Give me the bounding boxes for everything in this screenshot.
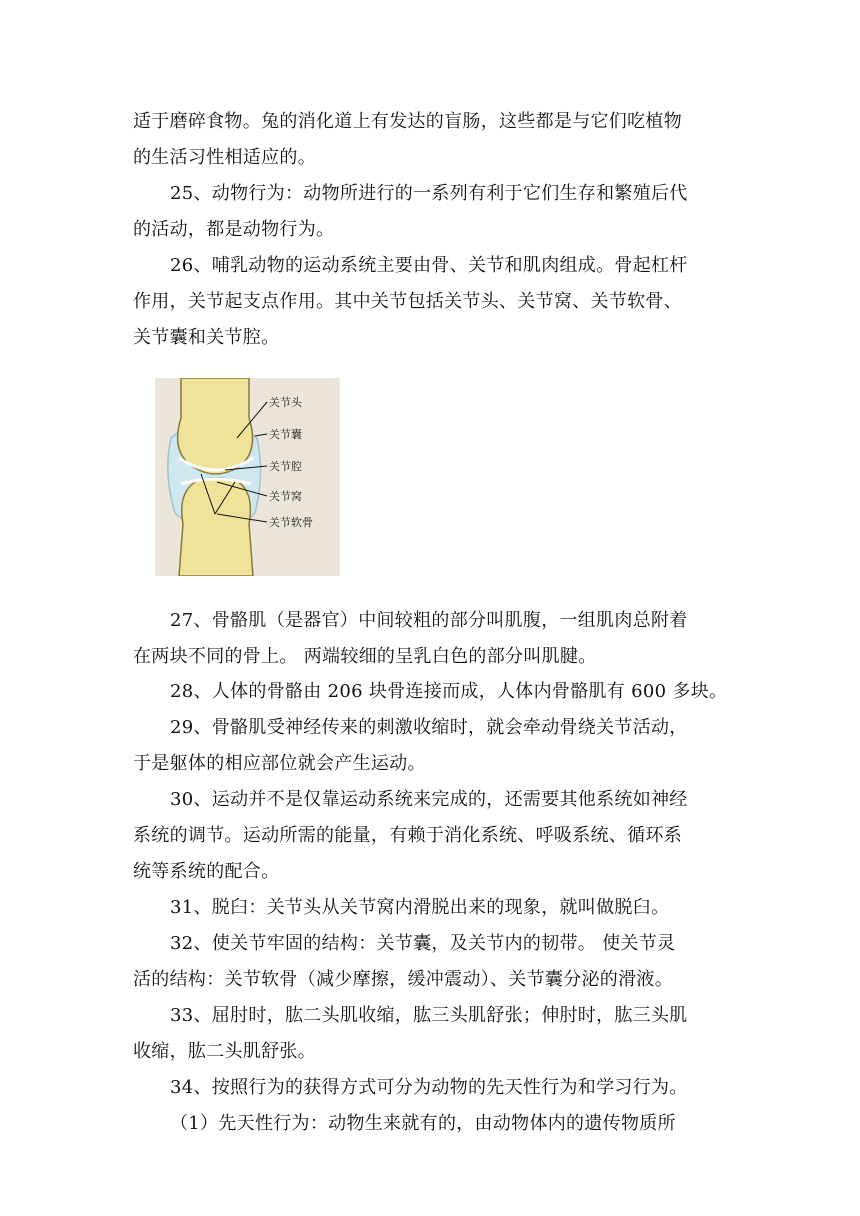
- label-joint-socket: 关节窝: [269, 490, 302, 503]
- lower-bone: [179, 478, 253, 576]
- label-joint-capsule: 关节囊: [269, 428, 302, 441]
- text-line: 27、骨骼肌（是器官）中间较粗的部分叫肌腹，一组肌肉总附着: [170, 610, 688, 631]
- text-line: 适于磨碎食物。兔的消化道上有发达的盲肠，这些都是与它们吃植物: [133, 111, 682, 132]
- label-joint-cavity: 关节腔: [269, 460, 302, 473]
- text-line: 28、人体的骨骼由 206 块骨连接而成，人体内骨骼肌有 600 多块。: [170, 681, 728, 702]
- text-line: 系统的调节。运动所需的能量，有赖于消化系统、呼吸系统、循环系: [133, 825, 682, 846]
- text-line: 32、使关节牢固的结构：关节囊，及关节内的韧带。 使关节灵: [170, 933, 676, 954]
- upper-bone: [178, 378, 253, 474]
- text-line: 34、按照行为的获得方式可分为动物的先天性行为和学习行为。: [170, 1077, 688, 1098]
- joint-structure-diagram: [155, 378, 340, 576]
- text-line: （1）先天性行为：动物生来就有的，由动物体内的遗传物质所: [170, 1113, 676, 1134]
- text-line: 活的结构：关节软骨（减少摩擦，缓冲震动）、关节囊分泌的滑液。: [133, 969, 673, 990]
- text-line: 收缩，肱二头肌舒张。: [133, 1041, 316, 1062]
- text-line: 在两块不同的骨上。 两端较细的呈乳白色的部分叫肌腱。: [133, 646, 597, 667]
- text-line: 26、哺乳动物的运动系统主要由骨、关节和肌肉组成。骨起杠杆: [170, 255, 688, 276]
- text-line: 30、运动并不是仅靠运动系统来完成的，还需要其他系统如神经: [170, 789, 688, 810]
- text-line: 的活动，都是动物行为。: [133, 219, 335, 240]
- text-line: 的生活习性相适应的。: [133, 147, 316, 168]
- text-line: 于是躯体的相应部位就会产生运动。: [133, 753, 426, 774]
- text-line: 29、骨骼肌受神经传来的刺激收缩时，就会牵动骨绕关节活动，: [170, 717, 688, 738]
- text-line: 25、动物行为：动物所进行的一系列有利于它们生存和繁殖后代: [170, 183, 688, 204]
- label-joint-head: 关节头: [269, 396, 302, 409]
- text-line: 作用，关节起支点作用。其中关节包括关节头、关节窝、关节软骨、: [133, 291, 682, 312]
- text-line: 31、脱臼：关节头从关节窝内滑脱出来的现象，就叫做脱臼。: [170, 897, 670, 918]
- text-line: 统等系统的配合。: [133, 861, 280, 882]
- label-joint-cartilage: 关节软骨: [269, 516, 313, 529]
- text-line: 33、屈肘时，肱二头肌收缩，肱三头肌舒张；伸肘时，肱三头肌: [170, 1005, 688, 1026]
- text-line: 关节囊和关节腔。: [133, 327, 280, 348]
